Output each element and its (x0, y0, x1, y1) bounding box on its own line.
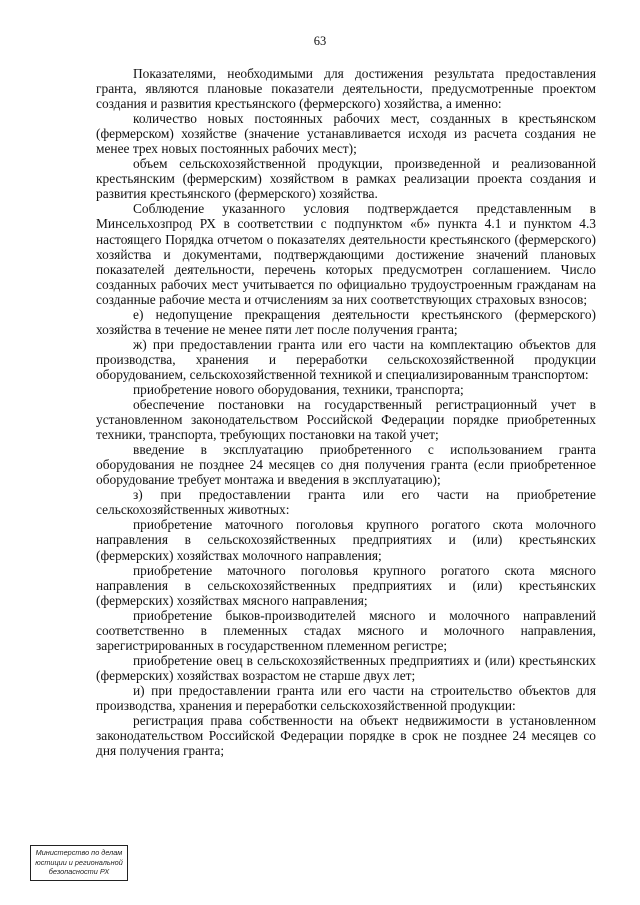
ministry-stamp (30, 845, 128, 881)
paragraph-production-volume: объем сельскохозяйственной продукции, произведенной и реализованной крестьянским (фермерским) хозяйством в рамках реализации проекта создания и развития крестьянского (фермерского) хозяйства. (96, 156, 596, 202)
paragraph-item-zh: ж) при предоставлении гранта или его части на комплектацию объектов для производства, хранения и переработки сельскохозяйственной продукции оборудованием, сельскохозяйственной техникой и специализированным транспортом: (96, 336, 596, 382)
paragraph-new-equipment: приобретение нового оборудования, техники, транспорта; (133, 381, 464, 397)
paragraph-breeding-bulls: приобретение быков-производителей мясного и молочного направлений соответственно в племенных стадах мясного и молочного направления, зарегистрированных в государственном племенном регистре; (96, 607, 596, 653)
paragraph-registration-of-vehicles: обеспечение постановки на государственный регистрационный учет в установленном законодательством Российской Федерации порядке приобретенных техники, транспорта, требующих постановки на такой учет; (96, 397, 596, 443)
paragraph-item-i: и) при предоставлении гранта или его части на строительство объектов для производства, хранения и переработки сельскохозяйственной продукции: (96, 682, 596, 713)
stamp-line: Министерство по делам (35, 848, 123, 857)
paragraph-sheep: приобретение овец в сельскохозяйственных предприятиях и (или) крестьянских (фермерских) хозяйствах возрастом не старше двух лет; (96, 652, 596, 683)
paragraph-compliance: Соблюдение указанного условия подтверждается представленным в Минсельхозпрод РХ в соответствии с подпунктом «б» пункта 4.1 и пунктом 4.3 настоящего Порядка отчетом о показателях деятельности крестьянского (фермерского) хозяйства и документами, подтверждающими достижение значений плановых показателей деятельности, перечень которых предусмотрен соглашением. Число созданных рабочих мест учитывается по официально трудоустроенным гражданам на созданные рабочие места и отчислениям за них соответствующих страховых взносов; (96, 201, 596, 307)
stamp-line: юстиции и региональной (35, 857, 123, 867)
document-body (96, 66, 596, 758)
paragraph-item-e: е) недопущение прекращения деятельности крестьянского (фермерского) хозяйства в течение не менее пяти лет после получения гранта; (96, 306, 596, 337)
paragraph-item-z: з) при предоставлении гранта или его части на приобретение сельскохозяйственных животных: (96, 487, 596, 518)
paragraph-property-registration: регистрация права собственности на объект недвижимости в установленном законодательством Российской Федерации порядке в срок не позднее 24 месяцев со дня получения гранта; (96, 713, 596, 759)
paragraph-commissioning: введение в эксплуатацию приобретенного с использованием гранта оборудования не позднее 24 месяцев со дня получения гранта (если приобретенное оборудование требует монтажа и введения в эксплуатацию); (96, 442, 596, 488)
paragraph-dairy-cattle: приобретение маточного поголовья крупного рогатого скота молочного направления в сельскохозяйственных предприятиях и (или) крестьянских (фермерских) хозяйствах молочного направления; (96, 517, 596, 563)
stamp-line: безопасности РХ (48, 867, 110, 876)
paragraph-beef-cattle: приобретение маточного поголовья крупного рогатого скота мясного направления в сельскохозяйственных предприятиях и (или) крестьянских (фермерских) хозяйствах мясного направления; (96, 562, 596, 608)
paragraph-new-jobs: количество новых постоянных рабочих мест, созданных в крестьянском (фермерском) хозяйстве (значение устанавливается исходя из расчета создания не менее трех новых постоянных рабочих мест); (96, 111, 596, 157)
page-number: 63 (313, 34, 327, 48)
paragraph-indicators-intro: Показателями, необходимыми для достижения результата предоставления гранта, являются плановые показатели деятельности, предусмотренные проектом создания и развития крестьянского (фермерского) хозяйства, а именно: (96, 66, 596, 112)
